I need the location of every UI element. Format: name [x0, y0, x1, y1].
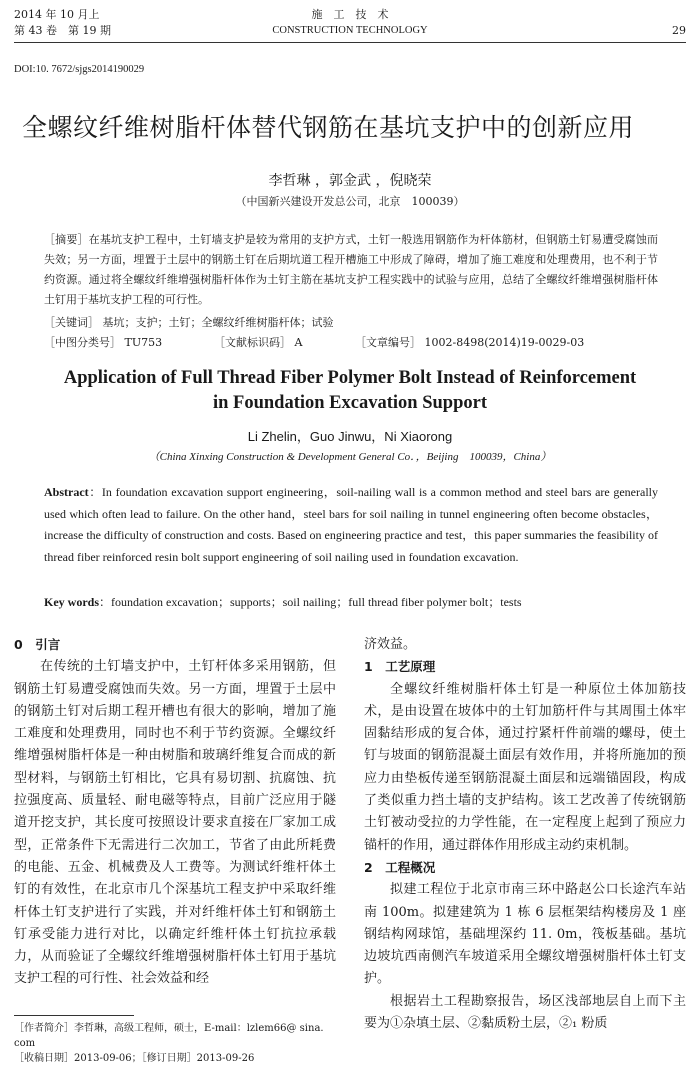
header-journal-en: CONSTRUCTION TECHNOLOGY	[272, 25, 428, 36]
doc-code-label: ［文献标识码］	[214, 336, 291, 349]
header-volume: 第 43 卷 第 19 期	[14, 24, 111, 37]
footnote-dates-label: ［收稿日期］	[14, 1053, 74, 1064]
authors-cn: 李哲琳 ，郭金武 ，倪晓荣	[268, 173, 432, 189]
section-0-continuation: 济效益。	[364, 637, 417, 652]
affiliation-cn: （中国新兴建设开发总公司，北京 100039）	[235, 195, 465, 208]
keywords-en-label: Key words	[44, 595, 99, 609]
keywords-en: ：foundation excavation；supports；soil nailing；full thread fiber polymer bolt；tests	[99, 595, 522, 609]
header-issue-date: 2014 年 10 月上	[14, 8, 100, 21]
section-1-heading: 1 工艺原理	[364, 659, 436, 675]
section-2-heading: 2 工程概况	[364, 859, 436, 875]
article-no-row	[355, 333, 584, 353]
section-1-text: 全螺纹纤维树脂杆体土钉是一种原位土体加筋技术，是由设置在坡体中的土钉加筋杆件与其周围土体牢固黏结形成的复合体，通过拧紧杆件前端的螺母，使土钉与坡面的钢筋混凝土面层有效作用，并将所施加的预应力由垫板传递至钢筋混凝土面层和远端锚固段，构成了类似重力挡土墙的支护结构。该工艺改善了传统钢筋土钉被动受拉的力学性能，在一定程度上起到了预应力锚杆的作用，通过群体作用形成主动约束机制。	[364, 681, 686, 853]
clc-value: TU753	[124, 336, 163, 349]
abstract-cn-text: 在基坑支护工程中，土钉墙支护是较为常用的支护方式，土钉一般选用钢筋作为杆体筋材，但钢筋土钉易遭受腐蚀而失效；另一方面，埋置于土层中的钢筋土钉在后期坑道工程开槽施工中形成了障碍，增加了施工难度和处理费用，也不利于节约资源。通过将全螺纹纤维增强树脂杆体作为土钉主筋在基坑支护工程实践中的试验与应用，总结了全螺纹纤维增强树脂杆体土钉用于基坑支护工程的可行性。	[44, 233, 659, 306]
section-2-paragraph-1: 拟建工程位于北京市南三环中路赵公口长途汽车站南 100m。拟建建筑为 1 栋 6 层框架结构楼房及 1 座钢结构网球馆，基础埋深约 11. 0m，筏板基础。基坑边坡坑西南侧汽车坡道采用全螺纹增强树脂杆体土钉支护。	[364, 882, 686, 987]
footnote	[14, 1021, 336, 1066]
page-title-cn: 全螺纹纤维树脂杆体替代钢筋在基坑支护中的创新应用	[22, 113, 635, 142]
article-no-value: 1002-8498(2014)19-0029-03	[424, 336, 585, 349]
section-0-heading: 0 引言	[14, 637, 61, 652]
footnote-author-label: ［作者简介］	[14, 1023, 74, 1034]
keywords-en-row	[44, 592, 658, 614]
page-title-en	[0, 366, 700, 416]
footnote-rule	[14, 1015, 134, 1016]
clc-label: ［中图分类号］	[44, 336, 121, 349]
authors-en: Li Zhelin，Guo Jinwu，Ni Xiaorong	[247, 429, 453, 444]
footnote-author-text: 李哲琳，高级工程师，硕士，E-mail：lzlem66@ sina. com	[14, 1023, 324, 1049]
section-0-text: 在传统的土钉墙支护中，土钉杆体多采用钢筋，但钢筋土钉易遭受腐蚀而失效。另一方面，埋置于土层中的钢筋土钉对后期工程开槽也有很大的影响，增加了施工难度和处理费用，同时也不利于节约资源。全螺纹纤维增强树脂杆体是一种由树脂和玻璃纤维复合而成的新型材料，与钢筋土钉相比，它具有易切割、抗腐蚀、抗拉强度高、质量轻、耐电磁等特点，目前广泛应用于隧道开挖支护，其长度可按照设计要求直接在厂家加工成型，正常条件下无需进行二次加工，节省了由此所耗费的电能、五金、机械费及人工费等。为测试纤维杆体土钉的有效性，在北京市几个深基坑工程支护中采取纤维杆体土钉支护进行了实践，并对纤维杆体土钉和钢筋土钉承受能力进行对比，以确定纤维杆体土钉抗拉承载力，从而验证了全螺纹纤维增强树脂杆体土钉用于基坑支护工程的可行性、社会效益和经	[14, 659, 336, 987]
header-journal-cn: 施 工 技 术	[311, 8, 389, 21]
keywords-cn: 基坑；支护；土钉；全螺纹纤维树脂杆体；试验	[102, 316, 334, 329]
left-column	[14, 634, 336, 991]
abstract-en	[44, 482, 658, 568]
doc-code-value: A	[294, 336, 303, 349]
header-page-number: 29	[672, 24, 686, 37]
abstract-cn-label: ［摘要］	[44, 233, 89, 246]
right-column	[364, 634, 686, 1035]
article-no-label: ［文章编号］	[355, 336, 421, 349]
doi: DOI:10. 7672/sjgs2014190029	[14, 64, 145, 75]
title-en-line2: in Foundation Excavation Support	[213, 393, 487, 413]
section-2-paragraph-2: 根据岩土工程勘察报告，场区浅部地层自上而下主要为①杂填土层、②黏质粉土层，②₁ 粉质	[364, 993, 686, 1032]
footnote-author	[14, 1021, 336, 1051]
abstract-en-label: Abstract	[44, 485, 89, 499]
keywords-cn-label: ［关键词］	[44, 316, 99, 329]
affiliation-en: （China Xinxing Construction & Development General Co．，Beijing 100039，China）	[148, 451, 552, 463]
abstract-cn	[44, 230, 658, 310]
title-en-line1: Application of Full Thread Fiber Polymer Bolt Instead of Reinforcement	[63, 368, 637, 388]
header-rule	[14, 42, 686, 43]
abstract-en-text: ：In foundation excavation support engineering，soil-nailing wall is a common method and steel bars are generally used which often lead to failure. On the other hand，steel bars for soil nailing in tunnel engineering often become obstacles，increase the difficulty of construction and costs. Based on engineering practice and test，this paper summaries the feasibility of thread fiber reinforced resin bolt support engineering of soil nailing used in foundation excavation.	[44, 485, 658, 564]
footnote-dates	[14, 1051, 336, 1066]
footnote-dates-text: 2013-09-06；［修订日期］2013-09-26	[74, 1053, 255, 1064]
keywords-cn-row	[44, 313, 658, 333]
doc-code-row	[214, 333, 302, 353]
